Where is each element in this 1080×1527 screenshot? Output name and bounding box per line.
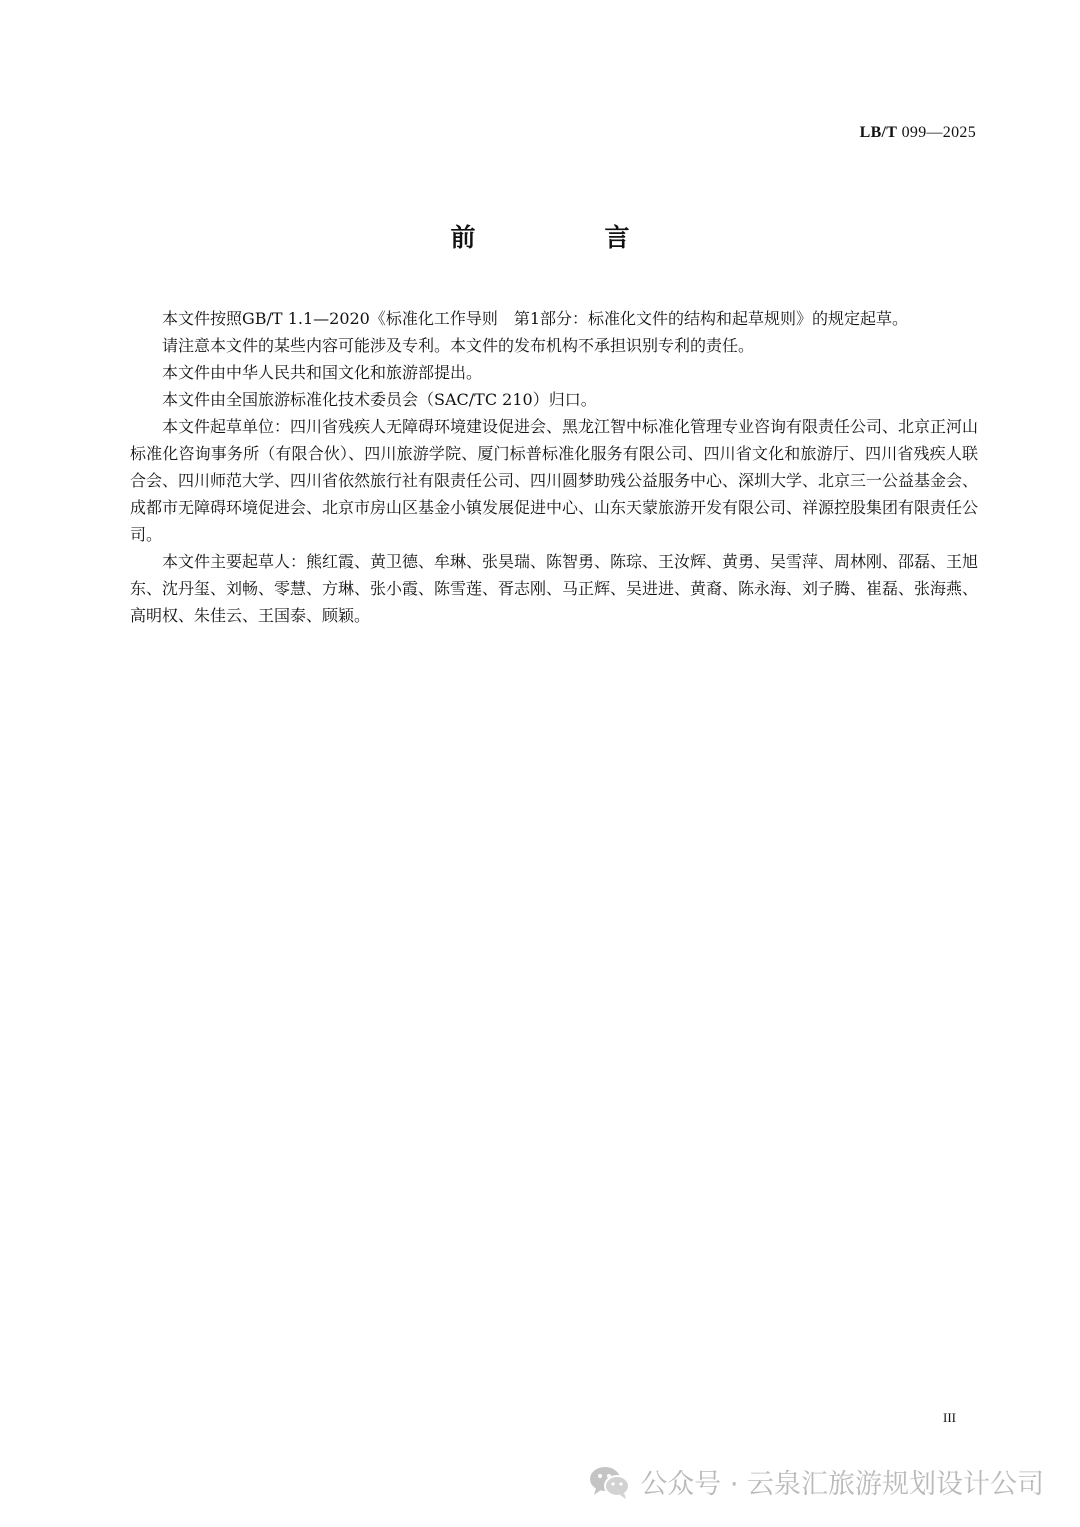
document-code	[860, 124, 976, 142]
foreword-body	[130, 305, 978, 629]
paragraph-drafting-rules: 本文件按照GB/T 1.1—2020《标准化工作导则 第1部分：标准化文件的结构和起草规则》的规定起草。	[162, 309, 909, 328]
document-code-number: 099—2025	[901, 124, 976, 141]
paragraph-proposer: 本文件由中华人民共和国文化和旅游部提出。	[162, 363, 483, 382]
paragraph-technical-committee: 本文件由全国旅游标准化技术委员会（SAC/TC 210）归口。	[162, 390, 597, 409]
wechat-icon	[588, 1464, 632, 1500]
paragraph-main-drafters: 本文件主要起草人：熊红霞、黄卫德、牟琳、张昊瑞、陈智勇、陈琮、王汝辉、黄勇、吴雪萍、周林刚、邵磊、王旭东、沈丹玺、刘畅、零慧、方琳、张小霞、陈雪莲、胥志刚、马正辉、吴进进、黄裔、陈永海、刘子腾、崔磊、张海燕、高明权、朱佳云、王国泰、顾颖。	[130, 552, 979, 625]
page-title: 前 言	[450, 223, 682, 252]
page-number: III	[943, 1410, 956, 1425]
document-code-prefix: LB/T	[859, 124, 898, 141]
watermark	[588, 1462, 1044, 1501]
paragraph-patent-notice: 请注意本文件的某些内容可能涉及专利。本文件的发布机构不承担识别专利的责任。	[162, 336, 755, 355]
watermark-text: 公众号 · 云泉汇旅游规划设计公司	[640, 1469, 1044, 1500]
paragraph-drafting-units: 本文件起草单位：四川省残疾人无障碍环境建设促进会、黑龙江智中标准化管理专业咨询有限责任公司、北京正河山标准化咨询事务所（有限合伙）、四川旅游学院、厦门标普标准化服务有限公司、四川省文化和旅游厅、四川省残疾人联合会、四川师范大学、四川省依然旅行社有限责任公司、四川圆梦助残公益服务中心、深圳大学、北京三一公益基金会、成都市无障碍环境促进会、北京市房山区基金小镇发展促进中心、山东天蒙旅游开发有限公司、祥源控股集团有限责任公司。	[130, 417, 979, 544]
